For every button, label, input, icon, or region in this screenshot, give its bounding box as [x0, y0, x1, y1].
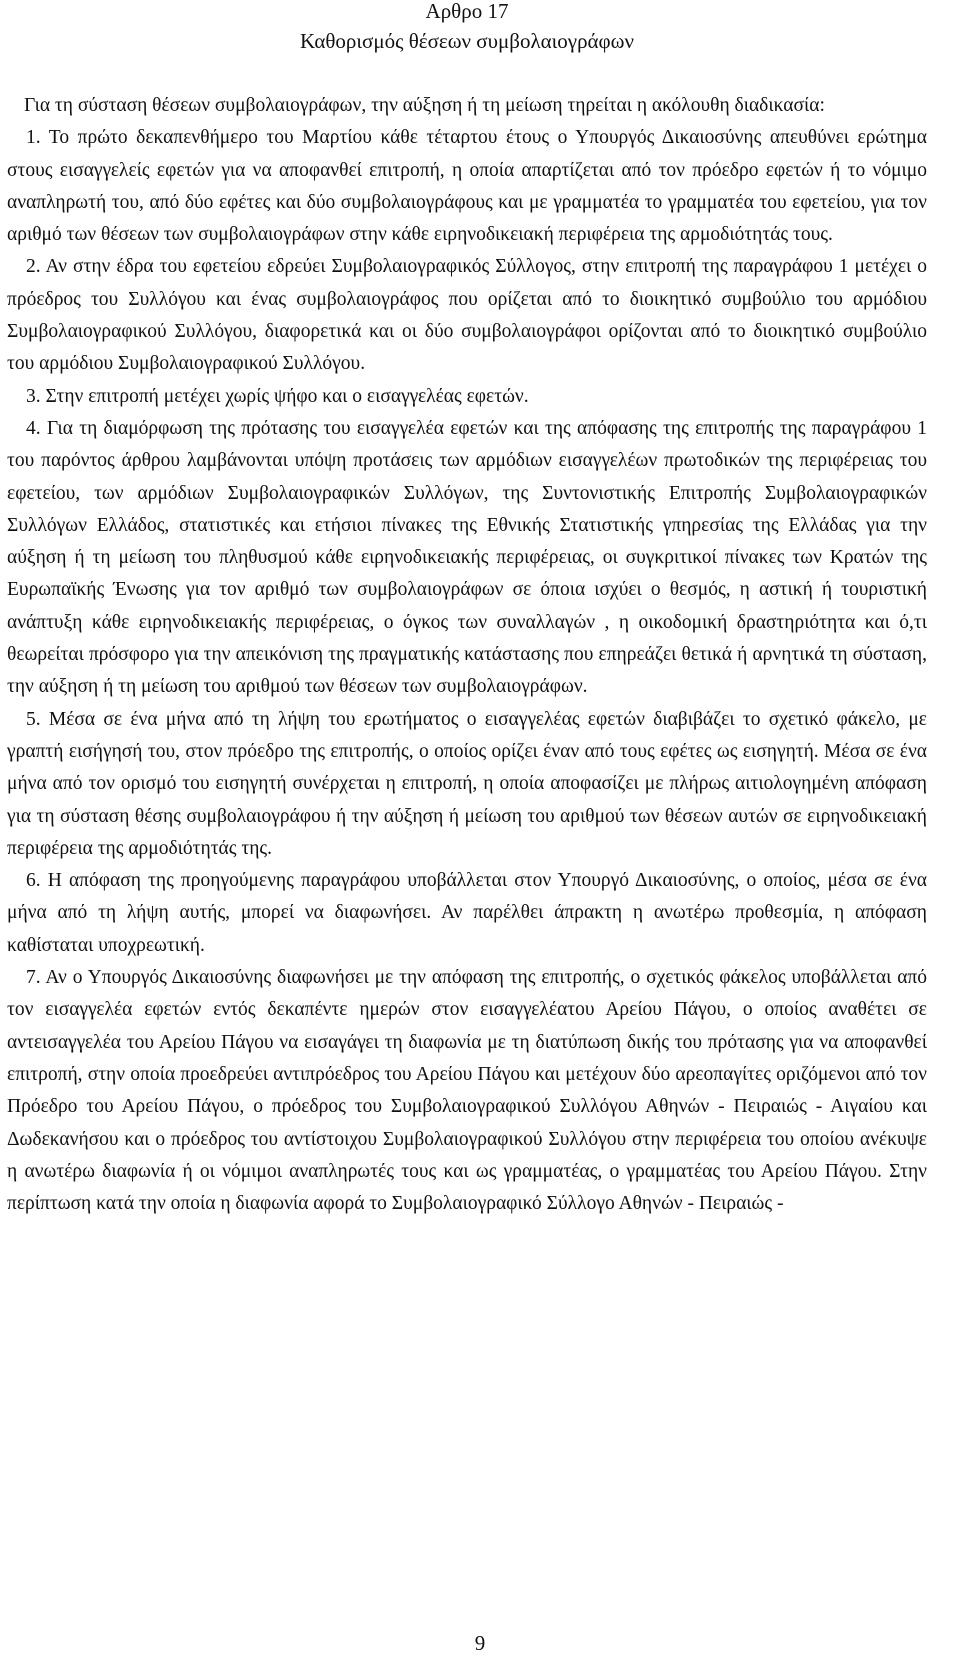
paragraph-7: 7. Αν ο Υπουργός Δικαιοσύνης διαφωνήσει με την απόφαση της επιτροπής, ο σχετικός φάκελος υποβάλλεται από τον εισαγγελέα εφετών εντός δεκαπέντε ημερών στον εισαγγελέατου Αρείου Πάγου, ο οποίος αναθέτει σε αντεισαγγελέα του Αρείου Πάγου να εισαγάγει τη διαφωνία με τη διατύπωση δικής του πρότασης για να αποφανθεί επιτροπή, στην οποία προεδρεύει αντιπρόεδρος του Αρείου Πάγου και μετέχουν δύο αρεοπαγίτες οριζόμενοι από τον Πρόεδρο του Αρείου Πάγου, ο πρόεδρος του Συμβολαιογραφικού Συλλόγου Αθηνών - Πειραιώς - Αιγαίου και Δωδεκανήσου και ο πρόεδρος του αντίστοιχου Συμβολαιογραφικού Συλλόγου στην περιφέρεια του οποίου ανέκυψε η ανωτέρω διαφωνία ή οι νόμιμοι αναπληρωτές τους και ως γραμματέας, ο γραμματέας του Αρείου Πάγου. Στην περίπτωση κατά την οποία η διαφωνία αφορά το Συμβολαιογραφικό Σύλλογο Αθηνών - Πειραιώς - — [7, 967, 927, 1215]
paragraph-5: 5. Μέσα σε ένα μήνα από τη λήψη του ερωτήματος ο εισαγγελέας εφετών διαβιβάζει το σχετικό φάκελο, με γραπτή εισήγησή του, στον πρόεδρο της επιτροπής, ο οποίος ορίζει έναν από τους εφέτες ως εισηγητή. Μέσα σε ένα μήνα από τον ορισμό του εισηγητή συνέρχεται η επιτροπή, η οποία αποφασίζει με πλήρως αιτιολογημένη απόφαση για τη σύσταση θέσης συμβολαιογράφου ή την αύξηση ή μείωση του αριθμού των θέσεων αυτών σε ειρηνοδικειακή περιφέρεια της αρμοδιότητάς της. — [7, 708, 927, 859]
spacer — [7, 56, 927, 90]
intro-paragraph: Για τη σύσταση θέσεων συμβολαιογράφων, την αύξηση ή τη μείωση τηρείται η ακόλουθη διαδικασία: — [24, 95, 825, 116]
paragraph-3: 3. Στην επιτροπή μετέχει χωρίς ψήφο και ο εισαγγελέας εφετών. — [26, 385, 529, 407]
paragraph-4: 4. Για τη διαμόρφωση της πρότασης του εισαγγελέα εφετών και της απόφασης της επιτροπής της παραγράφου 1 του παρόντος άρθρου λαμβάνονται υπόψη προτάσεις των αρμόδιων εισαγγελέων πρωτοδικών της περιφέρειας του εφετείου, των αρμόδιων Συμβολαιογραφικών Συλλόγων, της Συντονιστικής Επιτροπής Συμβολαιογραφικών Συλλόγων Ελλάδος, στατιστικές και ετήσιοι πίνακες της Εθνικής Στατιστικής γπηρεσίας της Ελλάδας για την αύξηση ή τη μείωση του πληθυσμού κάθε ειρηνοδικειακής περιφέρειας, οι συγκριτικοί πίνακες των Κρατών της Ευρωπαϊκής Ένωσης για τον αριθμό των συμβολαιογράφων σε όποια ισχύει ο θεσμός, η αστική ή τουριστική ανάπτυξη κάθε ειρηνοδικειακής περιφέρειας, ο όγκος των συναλλαγών , η οικοδομική δραστηριότητα και ό,τι θεωρείται πρόσφορο για την απεικόνιση της πραγματικής κατάστασης που επηρεάζει θετικά ή αρνητικά τη σύσταση, την αύξηση ή τη μείωση του αριθμού των θέσεων των συμβολαιογράφων. — [7, 417, 927, 698]
article-heading: Αρθρο 17 — [425, 0, 509, 23]
article-subtitle: Καθορισμός θέσεων συμβολαιογράφων — [299, 29, 634, 53]
paragraph-6: 6. Η απόφαση της προηγούμενης παραγράφου υποβάλλεται στον Υπουργό Δικαιοσύνης, ο οποίος, μέσα σε ένα μήνα από τη λήψη αυτής, μπορεί να διαφωνήσει. Αν παρέλθει άπρακτη η ανωτέρω προθεσμία, η απόφαση καθίσταται υποχρεωτική. — [7, 870, 927, 956]
document-page — [7, 0, 927, 1220]
paragraph-2: 2. Αν στην έδρα του εφετείου εδρεύει Συμβολαιογραφικός Σύλλογος, στην επιτροπή της παραγράφου 1 μετέχει ο πρόεδρος του Συλλόγου και ένας συμβολαιογράφος που ορίζεται από το διοικητικό συμβούλιο του αρμόδιου Συμβολαιογραφικού Συλλόγου, διαφορετικά και οι δύο συμβολαιογράφοι ορίζονται από το διοικητικό συμβούλιο του αρμόδιου Συμβολαιογραφικού Συλλόγου. — [7, 256, 927, 375]
paragraph-1: 1. Το πρώτο δεκαπενθήμερο του Μαρτίου κάθε τέταρτου έτους ο Υπουργός Δικαιοσύνης απευθύνει ερώτημα στους εισαγγελείς εφετών για να αποφανθεί επιτροπή, η οποία απαρτίζεται από τον πρόεδρο εφετών ή το νόμιμο αναπληρωτή του, από δύο εφέτες και δύο συμβολαιογράφους και με γραμματέα το γραμματέα του εφετείου, για τον αριθμό των θέσεων των συμβολαιογράφων στην κάθε ειρηνοδικειακή περιφέρεια της αρμοδιότητάς τους. — [7, 127, 927, 246]
page-number: 9 — [474, 1631, 486, 1655]
